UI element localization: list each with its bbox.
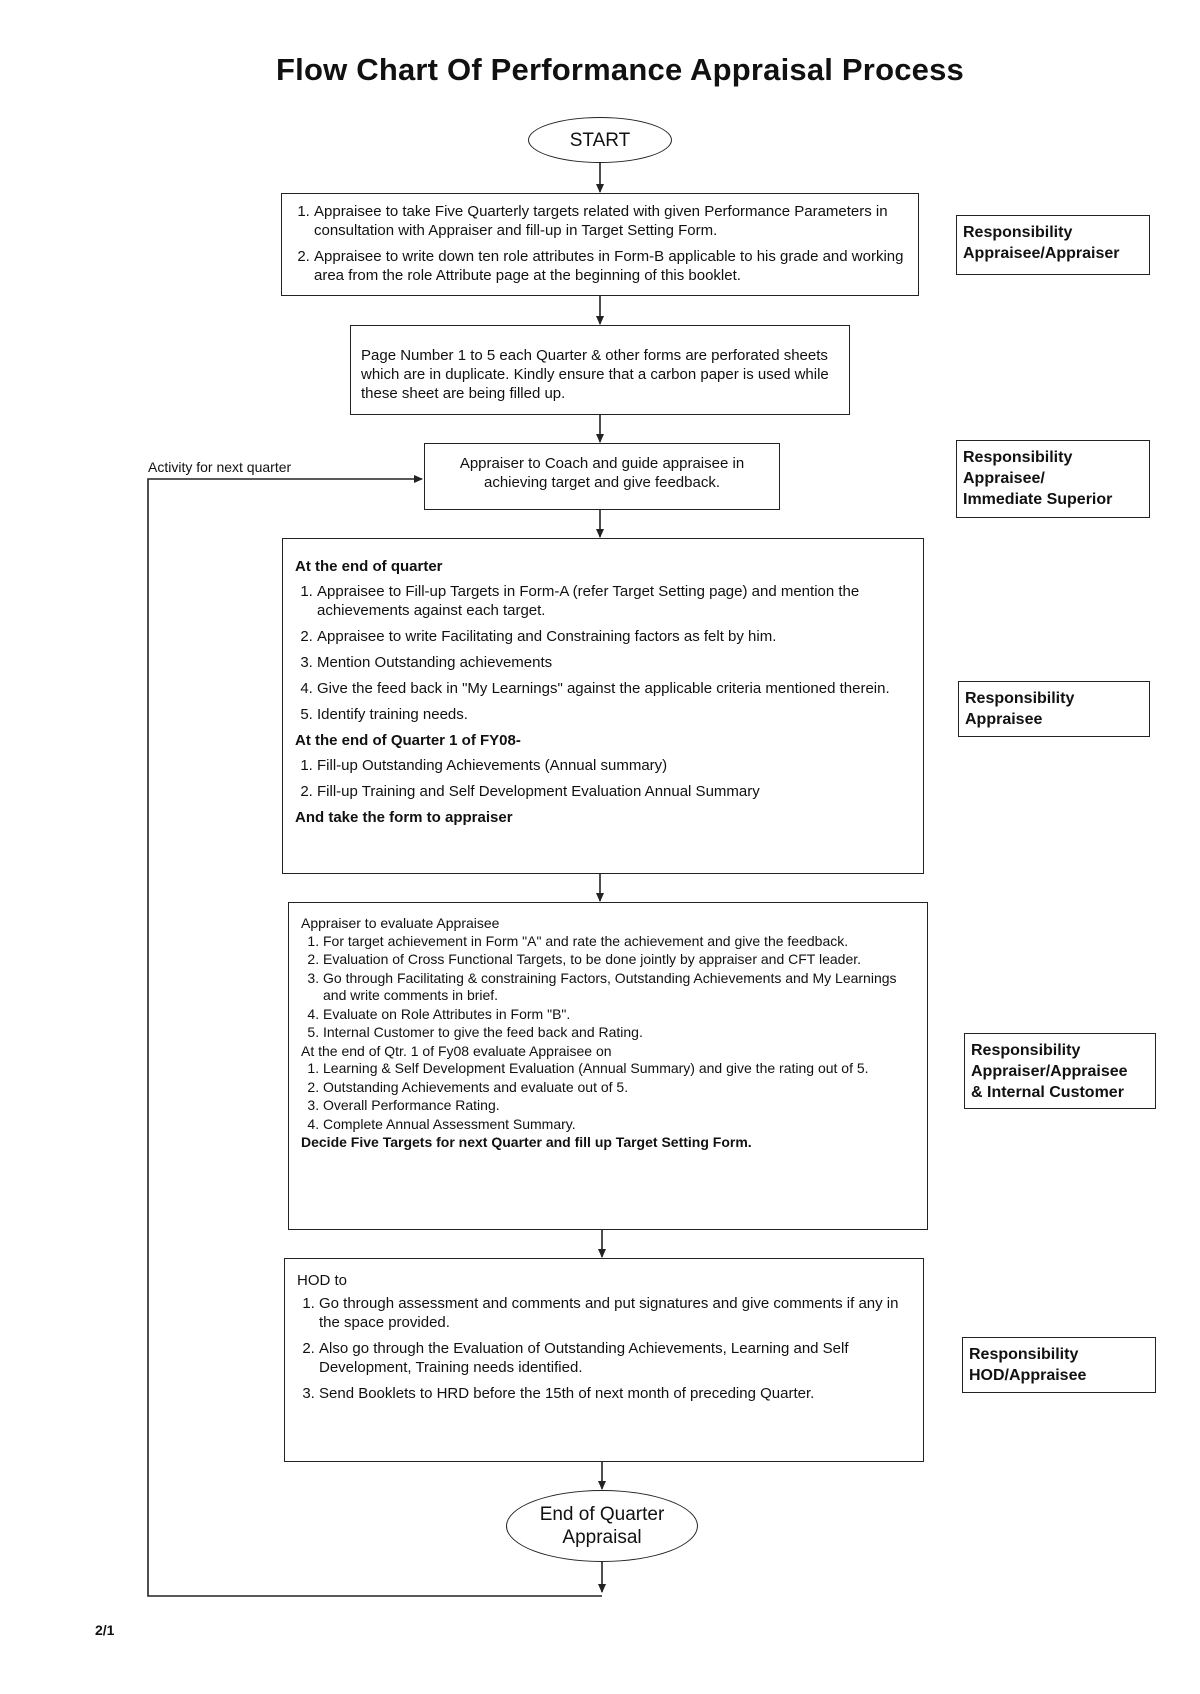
box-heading: HOD to	[297, 1272, 348, 1289]
step-box-coach-guide	[424, 443, 780, 510]
list-item: 2. Outstanding Achievements and evaluate out of 5.	[323, 1079, 915, 1097]
resp-line: Appraisee/Appraiser	[963, 245, 1120, 262]
end-label-line2: Appraisal	[562, 1527, 642, 1548]
list-item: 3. Overall Performance Rating.	[323, 1097, 915, 1115]
list-item: 4. Complete Annual Assessment Summary.	[323, 1116, 915, 1134]
list-item: 3. Mention Outstanding achievements	[317, 653, 911, 672]
responsibility-box	[956, 440, 1150, 518]
resp-line: Responsibility	[971, 1042, 1081, 1059]
start-label: START	[569, 129, 631, 151]
resp-line: & Internal Customer	[971, 1084, 1124, 1101]
page-title: Flow Chart Of Performance Appraisal Process	[276, 52, 964, 87]
resp-line: Responsibility	[969, 1346, 1079, 1363]
resp-line: Appraiser/Appraisee	[971, 1063, 1128, 1080]
resp-line: Responsibility	[965, 690, 1075, 707]
coach-text: Appraiser to Coach and guide appraisee in achieving target and give feedback.	[459, 455, 745, 491]
resp-line: Appraisee/	[963, 470, 1045, 487]
end-label-line1: End of Quarter	[539, 1504, 665, 1525]
list-item: 5. Internal Customer to give the feed back and Rating.	[323, 1024, 915, 1042]
list-item: 2. Also go through the Evaluation of Outstanding Achievements, Learning and Self Development, Training needs identified.	[319, 1339, 911, 1377]
resp-line: HOD/Appraisee	[969, 1367, 1087, 1384]
resp-line: Responsibility	[963, 449, 1073, 466]
box-heading: Appraiser to evaluate Appraisee	[301, 915, 500, 931]
resp-line: Responsibility	[963, 224, 1073, 241]
resp-line: Appraisee	[965, 711, 1043, 728]
list-item: 1. Appraisee to Fill-up Targets in Form-A (refer Target Setting page) and mention the achievements against each target.	[317, 582, 911, 620]
list-item: 1. Fill-up Outstanding Achievements (Annual summary)	[317, 756, 911, 775]
box-heading: At the end of quarter	[295, 558, 443, 575]
box-subheading: At the end of Qtr. 1 of Fy08 evaluate Appraisee on	[301, 1042, 612, 1059]
step-box-perforated-note	[350, 325, 850, 415]
list-item: 2. Appraisee to write down ten role attributes in Form-B applicable to his grade and working area from the role Attribute page at the beginning of this booklet.	[314, 247, 908, 285]
resp-line: Immediate Superior	[963, 491, 1113, 508]
responsibility-box	[962, 1337, 1156, 1393]
responsibility-box	[964, 1033, 1156, 1109]
responsibility-box	[958, 681, 1150, 737]
list-item: 2. Appraisee to write Facilitating and Constraining factors as felt by him.	[317, 627, 911, 646]
list-item: 2. Fill-up Training and Self Development Evaluation Annual Summary	[317, 782, 911, 801]
list-item: 3. Go through Facilitating & constraining Factors, Outstanding Achievements and My Learnings and write comments in brief.	[323, 970, 915, 1005]
box-subheading: At the end of Quarter 1 of FY08-	[295, 732, 521, 749]
list-item: 1. For target achievement in Form "A" and rate the achievement and give the feedback.	[323, 933, 915, 951]
step-box-end-of-quarter	[282, 538, 924, 874]
page-number: 2/1	[95, 1622, 115, 1638]
list-item: 5. Identify training needs.	[317, 705, 911, 724]
box-footer: Decide Five Targets for next Quarter and fill up Target Setting Form.	[301, 1134, 752, 1150]
loop-label: Activity for next quarter	[148, 459, 292, 475]
box-footer: And take the form to appraiser	[295, 809, 513, 826]
list-item: 1. Appraisee to take Five Quarterly targets related with given Performance Parameters in consultation with Appraiser and fill-up in Target Setting Form.	[314, 202, 908, 240]
list-item: 2. Evaluation of Cross Functional Targets, to be done jointly by appraiser and CFT leader.	[323, 951, 915, 969]
step-box-appraiser-evaluate	[288, 902, 928, 1230]
list-item: 3. Send Booklets to HRD before the 15th of next month of preceding Quarter.	[319, 1384, 911, 1403]
step-box-hod	[284, 1258, 924, 1462]
list-item: 4. Evaluate on Role Attributes in Form "B".	[323, 1006, 915, 1024]
note-text: Page Number 1 to 5 each Quarter & other forms are perforated sheets which are in duplicate. Kindly ensure that a carbon paper is used while these sheet are being filled up.	[361, 347, 829, 402]
end-node	[506, 1490, 698, 1562]
list-item: 4. Give the feed back in "My Learnings" against the applicable criteria mentioned therein.	[317, 679, 911, 698]
list-item: 1. Go through assessment and comments and put signatures and give comments if any in the space provided.	[319, 1294, 911, 1332]
responsibility-box	[956, 215, 1150, 275]
list-item: 1. Learning & Self Development Evaluation (Annual Summary) and give the rating out of 5.	[323, 1060, 915, 1078]
start-node	[528, 117, 672, 163]
step-box-target-setting	[281, 193, 919, 296]
